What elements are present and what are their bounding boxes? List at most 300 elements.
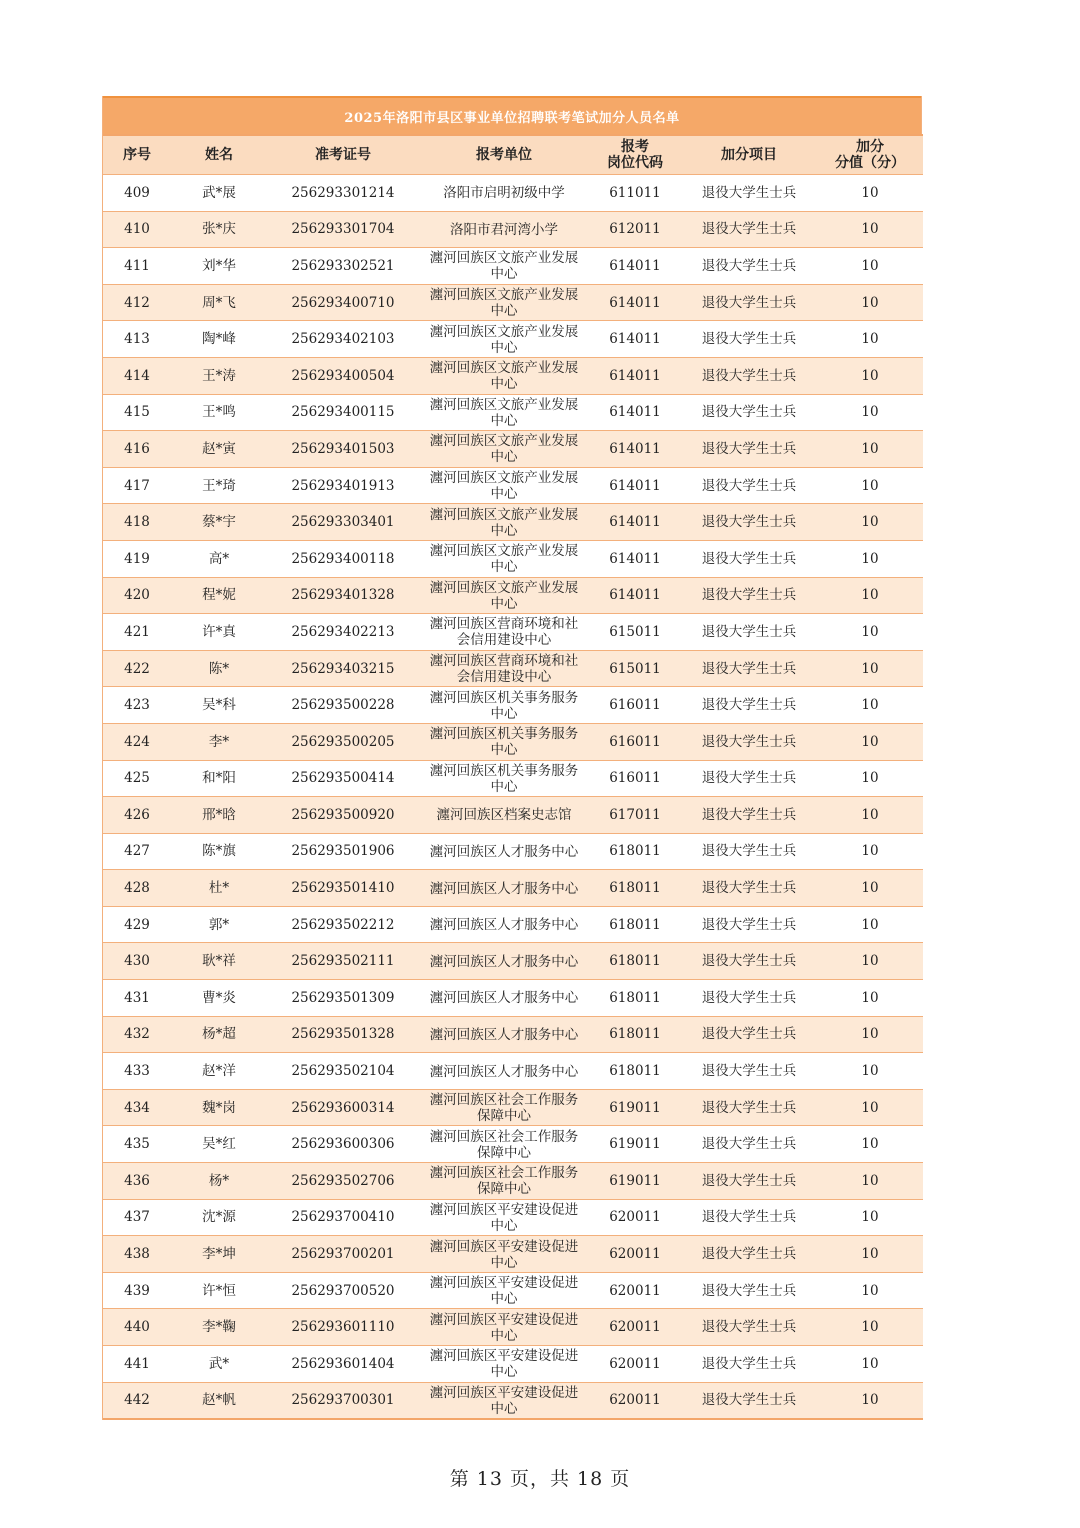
cell-code: 618011: [589, 870, 681, 907]
cell-code: 614011: [589, 504, 681, 541]
unit-line: 中心: [490, 486, 518, 503]
table-row: [103, 1016, 923, 1053]
cell-name: 吴*科: [171, 687, 267, 724]
unit-line: 瀍河回族区营商环境和社: [429, 653, 579, 670]
unit-line: 保障中心: [477, 1181, 531, 1198]
header-score-line1: 加分: [856, 139, 884, 155]
cell-item: 退役大学生士兵: [681, 760, 817, 797]
unit-line: 会信用建设中心: [456, 632, 552, 649]
unit-line: 瀍河回族区文旅产业发展: [429, 433, 579, 450]
cell-unit: [419, 614, 589, 651]
cell-score: 10: [817, 357, 923, 394]
cell-unit: [419, 1346, 589, 1383]
cell-code: 619011: [589, 1089, 681, 1126]
unit-line: 瀍河回族区文旅产业发展: [429, 470, 579, 487]
cell-name: 武*展: [171, 175, 267, 212]
cell-seq: 422: [103, 650, 171, 687]
cell-score: 10: [817, 1272, 923, 1309]
table-row: [103, 1163, 923, 1200]
header-score: [817, 135, 923, 175]
cell-seq: 417: [103, 467, 171, 504]
cell-score: 10: [817, 980, 923, 1017]
cell-unit: [419, 1089, 589, 1126]
cell-exam-id: 256293402213: [267, 614, 419, 651]
cell-exam-id: 256293500920: [267, 797, 419, 834]
table-title: 2025年洛阳市县区事业单位招聘联考笔试加分人员名单: [103, 96, 921, 134]
cell-code: 614011: [589, 394, 681, 431]
cell-item: 退役大学生士兵: [681, 284, 817, 321]
cell-score: 10: [817, 1163, 923, 1200]
cell-item: 退役大学生士兵: [681, 1089, 817, 1126]
unit-line: 瀍河回族区文旅产业发展: [429, 323, 579, 340]
cell-seq: 439: [103, 1272, 171, 1309]
cell-item: 退役大学生士兵: [681, 248, 817, 285]
unit-line: 瀍河回族区文旅产业发展: [429, 506, 579, 523]
cell-seq: 432: [103, 1016, 171, 1053]
cell-score: 10: [817, 1016, 923, 1053]
table-row: [103, 577, 923, 614]
table-row: [103, 760, 923, 797]
table-row: [103, 1126, 923, 1163]
table-row: [103, 504, 923, 541]
cell-score: 10: [817, 467, 923, 504]
cell-exam-id: 256293301704: [267, 211, 419, 248]
cell-name: 王*涛: [171, 357, 267, 394]
unit-line: 中心: [490, 742, 518, 759]
cell-score: 10: [817, 614, 923, 651]
table-row: [103, 357, 923, 394]
table-row: [103, 431, 923, 468]
cell-name: 魏*岗: [171, 1089, 267, 1126]
cell-exam-id: 256293400504: [267, 357, 419, 394]
unit-line: 瀍河回族区文旅产业发展: [429, 250, 579, 267]
cell-unit: [419, 175, 589, 212]
unit-line: 瀍河回族区平安建设促进: [429, 1311, 579, 1328]
unit-line: 瀍河回族区文旅产业发展: [429, 579, 579, 596]
cell-code: 614011: [589, 431, 681, 468]
unit-line: 洛阳市启明初级中学: [443, 185, 565, 202]
cell-name: 李*: [171, 723, 267, 760]
table-row: [103, 394, 923, 431]
cell-code: 611011: [589, 175, 681, 212]
cell-score: 10: [817, 211, 923, 248]
cell-score: 10: [817, 1346, 923, 1383]
cell-code: 619011: [589, 1163, 681, 1200]
cell-exam-id: 256293501906: [267, 833, 419, 870]
unit-line: 瀍河回族区机关事务服务: [429, 762, 579, 779]
cell-seq: 421: [103, 614, 171, 651]
table-row: [103, 687, 923, 724]
cell-name: 赵*寅: [171, 431, 267, 468]
cell-code: 614011: [589, 321, 681, 358]
cell-unit: [419, 797, 589, 834]
unit-line: 中心: [490, 1327, 518, 1344]
cell-exam-id: 256293400118: [267, 540, 419, 577]
table-row: [103, 1272, 923, 1309]
cell-unit: [419, 357, 589, 394]
cell-item: 退役大学生士兵: [681, 357, 817, 394]
unit-line: 瀍河回族区社会工作服务: [429, 1092, 579, 1109]
cell-exam-id: 256293400710: [267, 284, 419, 321]
cell-item: 退役大学生士兵: [681, 1163, 817, 1200]
cell-name: 武*: [171, 1346, 267, 1383]
unit-line: 瀍河回族区文旅产业发展: [429, 287, 579, 304]
cell-name: 陶*峰: [171, 321, 267, 358]
cell-unit: [419, 1199, 589, 1236]
cell-item: 退役大学生士兵: [681, 321, 817, 358]
cell-score: 10: [817, 650, 923, 687]
cell-score: 10: [817, 431, 923, 468]
cell-name: 邢*晗: [171, 797, 267, 834]
cell-name: 赵*洋: [171, 1053, 267, 1090]
unit-line: 瀍河回族区机关事务服务: [429, 689, 579, 706]
cell-score: 10: [817, 687, 923, 724]
unit-line: 瀍河回族区文旅产业发展: [429, 543, 579, 560]
unit-line: 瀍河回族区平安建设促进: [429, 1238, 579, 1255]
table-row: [103, 540, 923, 577]
cell-name: 沈*源: [171, 1199, 267, 1236]
cell-name: 刘*华: [171, 248, 267, 285]
cell-unit: [419, 650, 589, 687]
header-score-line2: 分值（分）: [835, 155, 905, 171]
unit-line: 瀍河回族区人才服务中心: [429, 843, 579, 860]
cell-score: 10: [817, 1126, 923, 1163]
cell-seq: 414: [103, 357, 171, 394]
cell-score: 10: [817, 943, 923, 980]
unit-line: 瀍河回族区人才服务中心: [429, 880, 579, 897]
header-name: 姓名: [171, 135, 267, 175]
cell-exam-id: 256293500228: [267, 687, 419, 724]
cell-seq: 431: [103, 980, 171, 1017]
cell-item: 退役大学生士兵: [681, 211, 817, 248]
cell-item: 退役大学生士兵: [681, 980, 817, 1017]
cell-exam-id: 256293403215: [267, 650, 419, 687]
cell-name: 周*飞: [171, 284, 267, 321]
cell-unit: [419, 394, 589, 431]
cell-name: 和*阳: [171, 760, 267, 797]
cell-name: 张*庆: [171, 211, 267, 248]
cell-exam-id: 256293401503: [267, 431, 419, 468]
cell-item: 退役大学生士兵: [681, 1346, 817, 1383]
cell-code: 618011: [589, 1016, 681, 1053]
cell-item: 退役大学生士兵: [681, 723, 817, 760]
cell-exam-id: 256293700520: [267, 1272, 419, 1309]
cell-unit: [419, 1309, 589, 1346]
unit-line: 中心: [490, 1364, 518, 1381]
cell-exam-id: 256293502111: [267, 943, 419, 980]
cell-item: 退役大学生士兵: [681, 906, 817, 943]
cell-code: 620011: [589, 1382, 681, 1419]
cell-score: 10: [817, 833, 923, 870]
cell-unit: [419, 723, 589, 760]
cell-item: 退役大学生士兵: [681, 1236, 817, 1273]
cell-code: 612011: [589, 211, 681, 248]
cell-item: 退役大学生士兵: [681, 1199, 817, 1236]
table-row: [103, 1236, 923, 1273]
cell-score: 10: [817, 1236, 923, 1273]
cell-score: 10: [817, 760, 923, 797]
table-row: [103, 284, 923, 321]
cell-code: 618011: [589, 833, 681, 870]
table-row: [103, 1309, 923, 1346]
cell-seq: 416: [103, 431, 171, 468]
unit-line: 会信用建设中心: [456, 669, 552, 686]
unit-line: 瀍河回族区营商环境和社: [429, 616, 579, 633]
cell-unit: [419, 943, 589, 980]
cell-score: 10: [817, 797, 923, 834]
cell-exam-id: 256293501309: [267, 980, 419, 1017]
header-code: [589, 135, 681, 175]
unit-line: 中心: [490, 303, 518, 320]
table-row: [103, 1346, 923, 1383]
table-header-row: [103, 135, 923, 175]
cell-name: 王*琦: [171, 467, 267, 504]
cell-name: 陈*: [171, 650, 267, 687]
cell-unit: [419, 760, 589, 797]
cell-unit: [419, 980, 589, 1017]
cell-name: 蔡*宇: [171, 504, 267, 541]
cell-unit: [419, 504, 589, 541]
cell-item: 退役大学生士兵: [681, 1382, 817, 1419]
page-footer: 第 13 页，共 18 页: [449, 1468, 631, 1490]
cell-code: 618011: [589, 906, 681, 943]
cell-code: 616011: [589, 723, 681, 760]
cell-exam-id: 256293502104: [267, 1053, 419, 1090]
unit-line: 中心: [490, 449, 518, 466]
cell-seq: 438: [103, 1236, 171, 1273]
cell-seq: 436: [103, 1163, 171, 1200]
header-unit: 报考单位: [419, 135, 589, 175]
cell-code: 619011: [589, 1126, 681, 1163]
cell-score: 10: [817, 321, 923, 358]
cell-seq: 435: [103, 1126, 171, 1163]
cell-seq: 429: [103, 906, 171, 943]
cell-seq: 437: [103, 1199, 171, 1236]
table-body: [103, 175, 923, 1419]
unit-line: 中心: [490, 1217, 518, 1234]
cell-unit: [419, 467, 589, 504]
header-seq: 序号: [103, 135, 171, 175]
table-row: [103, 870, 923, 907]
cell-score: 10: [817, 1089, 923, 1126]
unit-line: 中心: [490, 412, 518, 429]
cell-name: 王*鸣: [171, 394, 267, 431]
cell-item: 退役大学生士兵: [681, 687, 817, 724]
cell-seq: 419: [103, 540, 171, 577]
cell-name: 李*坤: [171, 1236, 267, 1273]
unit-line: 保障中心: [477, 1108, 531, 1125]
cell-unit: [419, 1016, 589, 1053]
cell-score: 10: [817, 1382, 923, 1419]
cell-item: 退役大学生士兵: [681, 1272, 817, 1309]
cell-code: 614011: [589, 284, 681, 321]
unit-line: 瀍河回族区文旅产业发展: [429, 396, 579, 413]
cell-name: 杜*: [171, 870, 267, 907]
cell-score: 10: [817, 1053, 923, 1090]
cell-code: 614011: [589, 577, 681, 614]
cell-seq: 410: [103, 211, 171, 248]
cell-item: 退役大学生士兵: [681, 1053, 817, 1090]
cell-name: 李*鞠: [171, 1309, 267, 1346]
unit-line: 瀍河回族区档案史志馆: [436, 807, 572, 824]
cell-code: 620011: [589, 1199, 681, 1236]
cell-item: 退役大学生士兵: [681, 175, 817, 212]
cell-exam-id: 256293502706: [267, 1163, 419, 1200]
cell-code: 615011: [589, 614, 681, 651]
unit-line: 中心: [490, 1400, 518, 1417]
cell-code: 618011: [589, 1053, 681, 1090]
cell-exam-id: 256293601404: [267, 1346, 419, 1383]
table-row: [103, 1199, 923, 1236]
table-row: [103, 1089, 923, 1126]
cell-name: 郭*: [171, 906, 267, 943]
cell-code: 614011: [589, 540, 681, 577]
cell-score: 10: [817, 248, 923, 285]
cell-code: 620011: [589, 1309, 681, 1346]
cell-code: 616011: [589, 760, 681, 797]
cell-name: 高*: [171, 540, 267, 577]
cell-unit: [419, 1382, 589, 1419]
cell-exam-id: 256293401913: [267, 467, 419, 504]
unit-line: 中心: [490, 376, 518, 393]
cell-code: 614011: [589, 248, 681, 285]
cell-seq: 433: [103, 1053, 171, 1090]
table-row: [103, 833, 923, 870]
cell-code: 615011: [589, 650, 681, 687]
cell-unit: [419, 431, 589, 468]
cell-name: 耿*祥: [171, 943, 267, 980]
cell-unit: [419, 833, 589, 870]
cell-unit: [419, 1236, 589, 1273]
cell-code: 614011: [589, 467, 681, 504]
cell-exam-id: 256293601110: [267, 1309, 419, 1346]
cell-item: 退役大学生士兵: [681, 1126, 817, 1163]
header-item: 加分项目: [681, 135, 817, 175]
cell-seq: 409: [103, 175, 171, 212]
cell-seq: 418: [103, 504, 171, 541]
header-exam-id: 准考证号: [267, 135, 419, 175]
cell-item: 退役大学生士兵: [681, 467, 817, 504]
cell-unit: [419, 540, 589, 577]
table-row: [103, 211, 923, 248]
cell-score: 10: [817, 723, 923, 760]
cell-seq: 441: [103, 1346, 171, 1383]
cell-item: 退役大学生士兵: [681, 833, 817, 870]
cell-score: 10: [817, 906, 923, 943]
cell-name: 陈*旗: [171, 833, 267, 870]
cell-unit: [419, 1126, 589, 1163]
table-row: [103, 1382, 923, 1419]
cell-unit: [419, 321, 589, 358]
cell-code: 620011: [589, 1346, 681, 1383]
cell-exam-id: 256293700410: [267, 1199, 419, 1236]
table-row: [103, 614, 923, 651]
cell-seq: 427: [103, 833, 171, 870]
table-row: [103, 943, 923, 980]
unit-line: 中心: [490, 522, 518, 539]
cell-exam-id: 256293301214: [267, 175, 419, 212]
unit-line: 瀍河回族区社会工作服务: [429, 1128, 579, 1145]
cell-score: 10: [817, 577, 923, 614]
cell-name: 赵*帆: [171, 1382, 267, 1419]
cell-name: 许*恒: [171, 1272, 267, 1309]
cell-exam-id: 256293302521: [267, 248, 419, 285]
cell-seq: 434: [103, 1089, 171, 1126]
unit-line: 瀍河回族区平安建设促进: [429, 1201, 579, 1218]
cell-seq: 430: [103, 943, 171, 980]
cell-score: 10: [817, 1199, 923, 1236]
unit-line: 瀍河回族区平安建设促进: [429, 1348, 579, 1365]
table-row: [103, 650, 923, 687]
table-row: [103, 467, 923, 504]
unit-line: 中心: [490, 1254, 518, 1271]
cell-item: 退役大学生士兵: [681, 1309, 817, 1346]
cell-score: 10: [817, 1309, 923, 1346]
cell-exam-id: 256293402103: [267, 321, 419, 358]
unit-line: 瀍河回族区人才服务中心: [429, 1026, 579, 1043]
unit-line: 瀍河回族区文旅产业发展: [429, 360, 579, 377]
unit-line: 保障中心: [477, 1144, 531, 1161]
cell-unit: [419, 687, 589, 724]
cell-code: 620011: [589, 1272, 681, 1309]
unit-line: 中心: [490, 595, 518, 612]
cell-item: 退役大学生士兵: [681, 870, 817, 907]
unit-line: 中心: [490, 705, 518, 722]
unit-line: 瀍河回族区人才服务中心: [429, 953, 579, 970]
cell-seq: 425: [103, 760, 171, 797]
unit-line: 瀍河回族区社会工作服务: [429, 1165, 579, 1182]
cell-exam-id: 256293600314: [267, 1089, 419, 1126]
cell-name: 吴*红: [171, 1126, 267, 1163]
cell-name: 杨*: [171, 1163, 267, 1200]
cell-code: 620011: [589, 1236, 681, 1273]
unit-line: 瀍河回族区人才服务中心: [429, 1063, 579, 1080]
cell-score: 10: [817, 870, 923, 907]
cell-seq: 423: [103, 687, 171, 724]
table-row: [103, 321, 923, 358]
cell-exam-id: 256293700301: [267, 1382, 419, 1419]
cell-unit: [419, 1163, 589, 1200]
cell-seq: 440: [103, 1309, 171, 1346]
cell-exam-id: 256293502212: [267, 906, 419, 943]
cell-seq: 413: [103, 321, 171, 358]
cell-exam-id: 256293600306: [267, 1126, 419, 1163]
cell-item: 退役大学生士兵: [681, 540, 817, 577]
cell-score: 10: [817, 284, 923, 321]
cell-unit: [419, 1053, 589, 1090]
cell-score: 10: [817, 540, 923, 577]
cell-code: 618011: [589, 943, 681, 980]
cell-name: 曹*炎: [171, 980, 267, 1017]
cell-exam-id: 256293303401: [267, 504, 419, 541]
cell-seq: 442: [103, 1382, 171, 1419]
table-row: [103, 723, 923, 760]
cell-unit: [419, 284, 589, 321]
cell-seq: 412: [103, 284, 171, 321]
unit-line: 中心: [490, 559, 518, 576]
results-sheet: [102, 96, 922, 1420]
unit-line: 洛阳市君河湾小学: [450, 221, 558, 238]
cell-score: 10: [817, 394, 923, 431]
cell-seq: 420: [103, 577, 171, 614]
cell-seq: 424: [103, 723, 171, 760]
table-row: [103, 797, 923, 834]
cell-seq: 428: [103, 870, 171, 907]
cell-unit: [419, 248, 589, 285]
cell-unit: [419, 1272, 589, 1309]
cell-seq: 415: [103, 394, 171, 431]
cell-score: 10: [817, 175, 923, 212]
